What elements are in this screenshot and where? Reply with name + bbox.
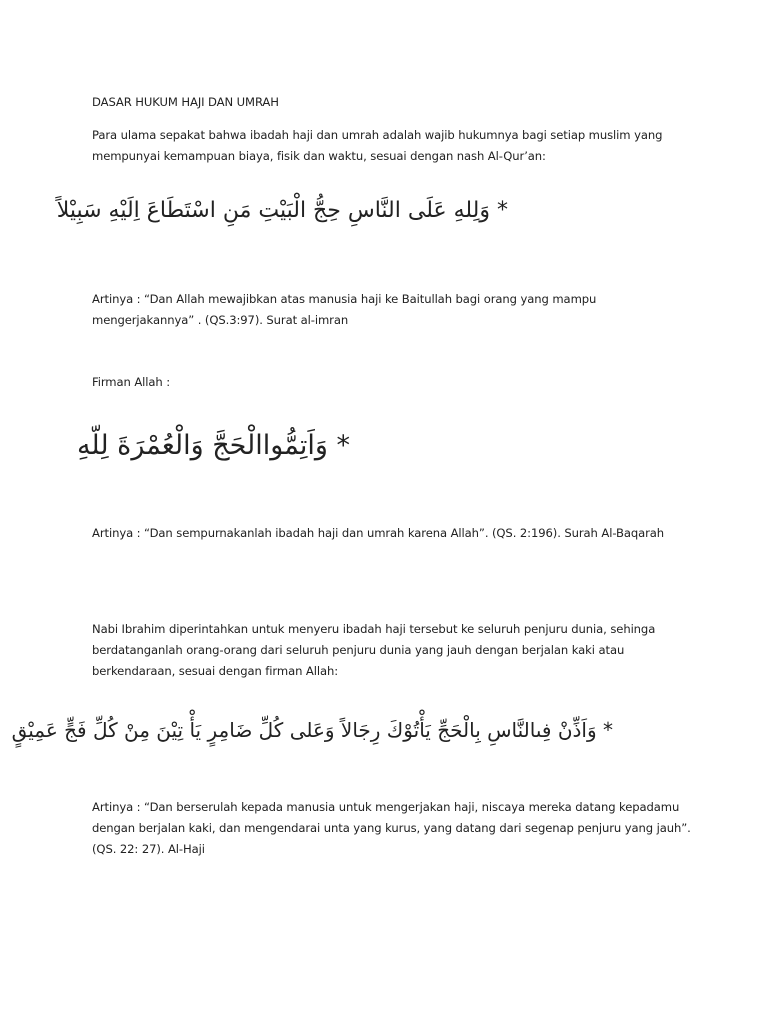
firman-allah-label: Firman Allah : <box>92 375 171 389</box>
verse-2-translation: Artinya : “Dan sempurnakanlah ibadah haji dan umrah karena Allah”. (QS. 2:196). Surah Al-Baqarah <box>92 526 665 540</box>
intro-paragraph: Para ulama sepakat bahwa ibadah haji dan umrah adalah wajib hukumnya bagi setiap muslim yang mempunyai kemampuan biaya, fisik dan waktu, sesuai dengan nash Al-Qur’an: <box>92 128 663 163</box>
ibrahim-paragraph: Nabi Ibrahim diperintahkan untuk menyeru ibadah haji tersebut ke seluruh penjuru dunia, sehinga berdatanganlah orang-orang dari seluruh penjuru dunia yang jauh dengan berjalan kaki atau berkendaraan, sesuai dengan firman Allah: <box>92 622 656 678</box>
document-title: DASAR HUKUM HAJI DAN UMRAH <box>92 95 279 109</box>
verse-2-arabic: * وَاَتِمُّواالْحَجَّ وَالْعُمْرَةَ لِلّهِ <box>76 430 350 461</box>
verse-3-arabic: * وَاَذِّنْ فِىالنَّاسِ بِالْحَجِّ يَأْتُوْكَ رِجَالاً وَعَلى كُلِّ ضَامِرٍ يَأْ تِيْنَ مِنْ كُلِّ فَجٍّ عَمِيْقٍ <box>11 718 613 742</box>
verse-1-arabic: * وَلِلهِ عَلَى النَّاسِ حِجُّ الْبَيْتِ مَنِ اسْتَطَاعَ اِلَيْهِ سَبِيْلاً <box>56 198 508 223</box>
verse-1-translation: Artinya : “Dan Allah mewajibkan atas manusia haji ke Baitullah bagi orang yang mampu mengerjakannya” . (QS.3:97). Surat al-imran <box>92 292 597 327</box>
verse-3-translation: Artinya : “Dan berserulah kepada manusia untuk mengerjakan haji, niscaya mereka datang kepadamu dengan berjalan kaki, dan mengendarai unta yang kurus, yang datang dari segenap penjuru yang jauh”. (QS. 22: 27). Al-Haji <box>92 800 691 856</box>
